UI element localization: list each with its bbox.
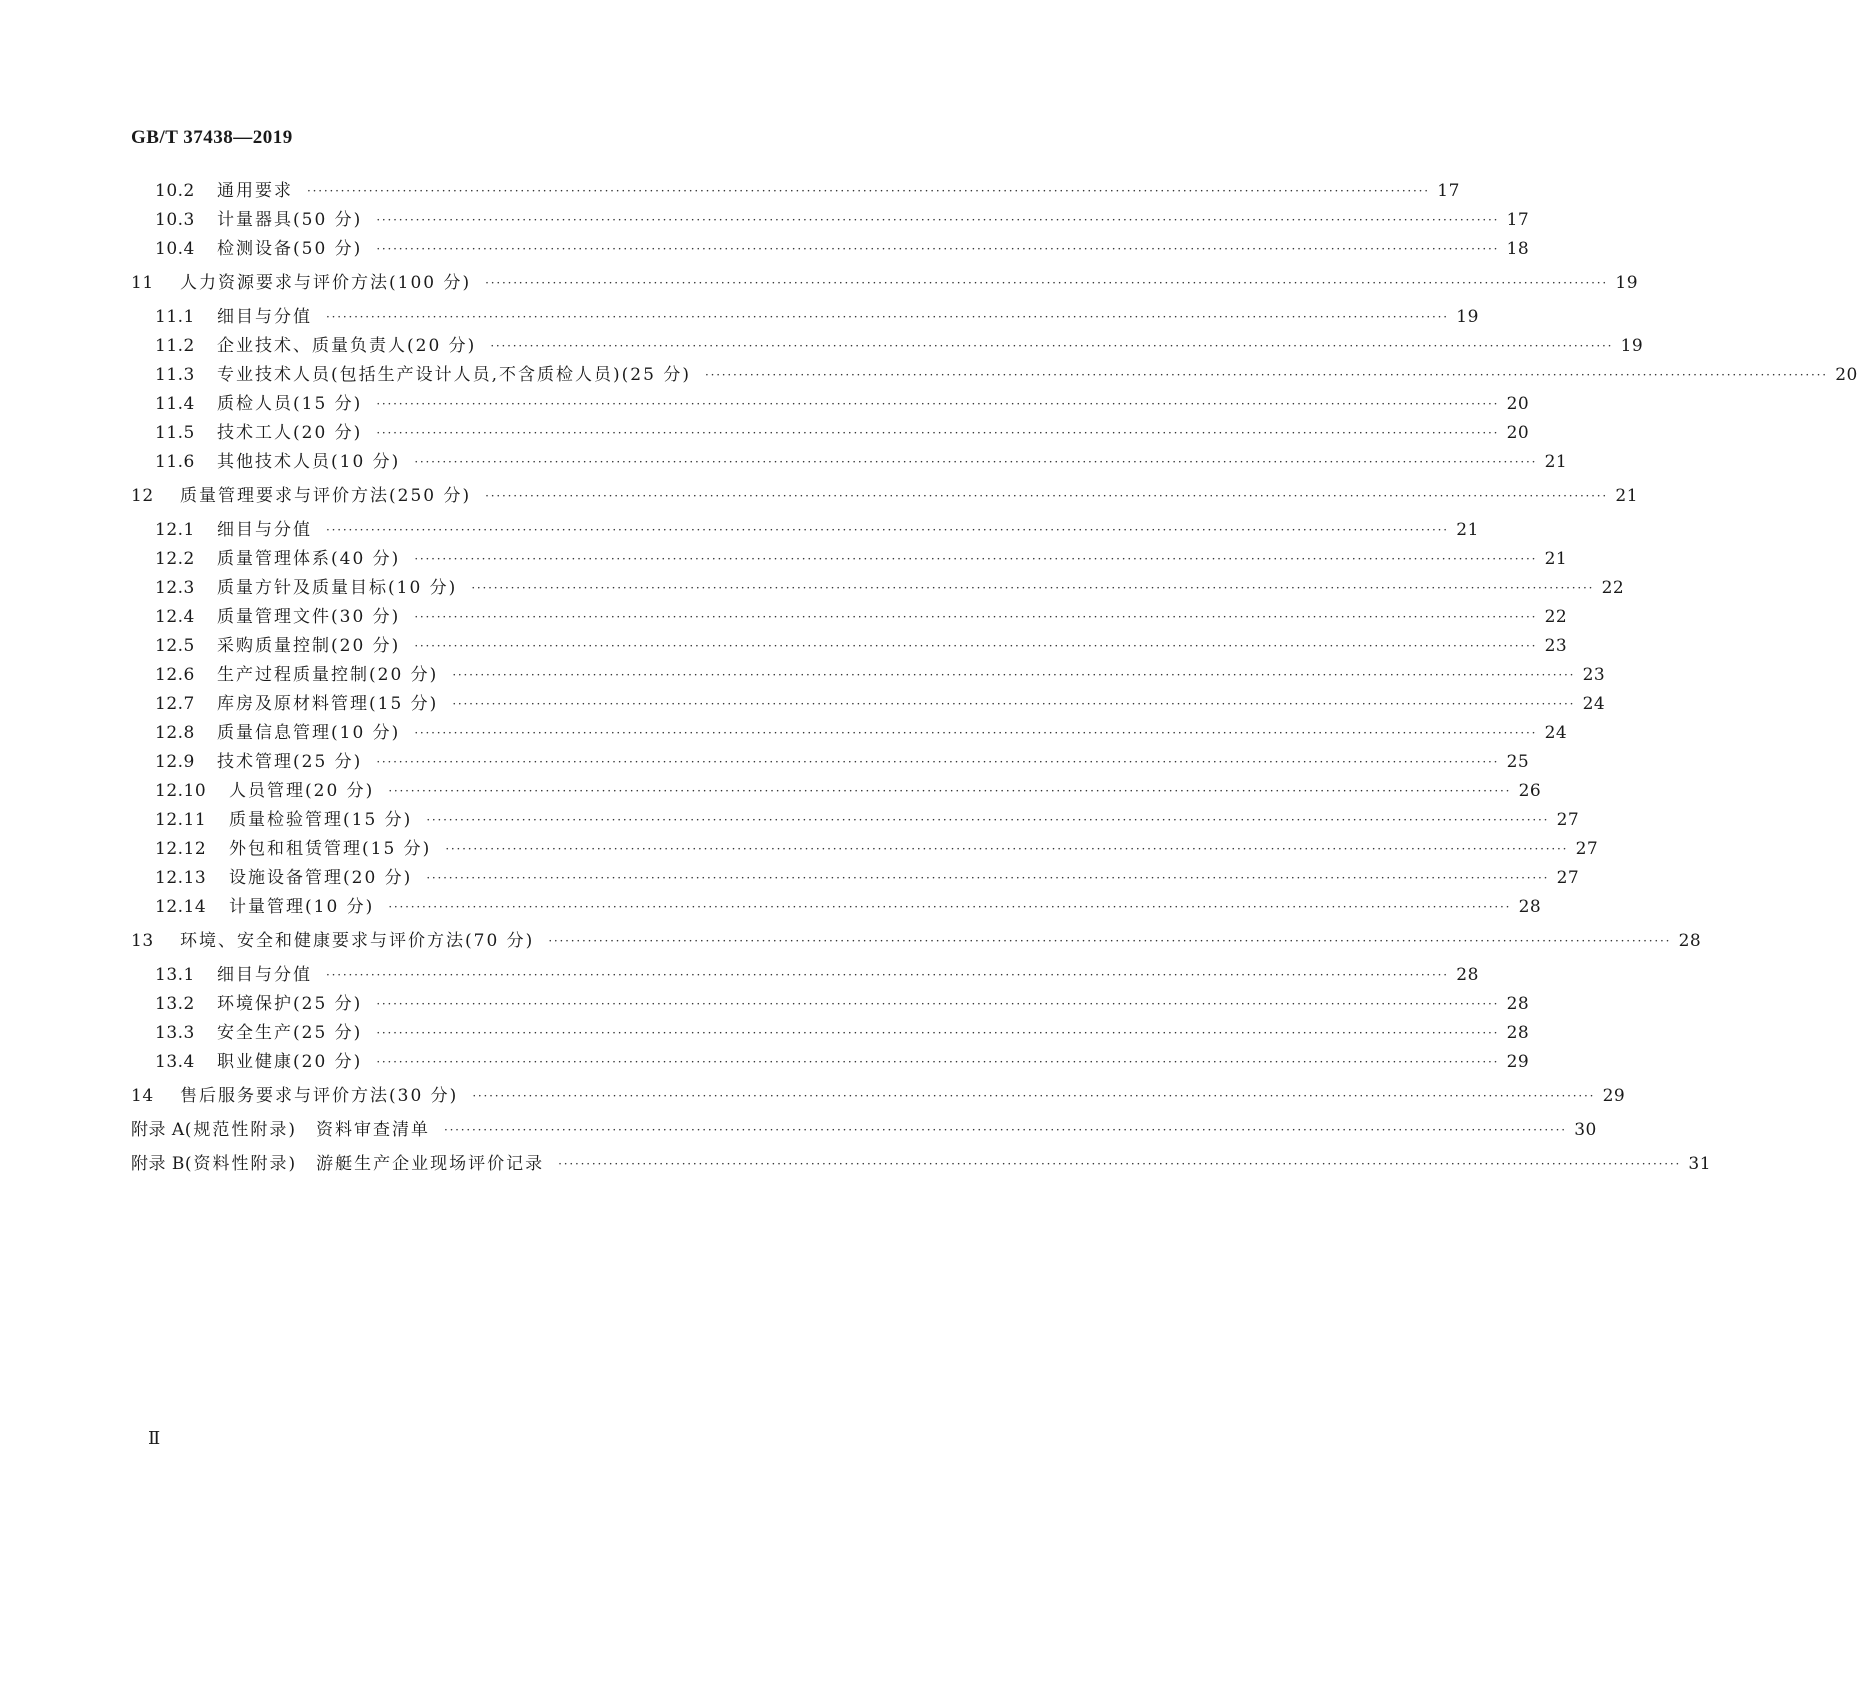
toc-entry-title: 通用要求 <box>217 181 293 201</box>
toc-entry-title: 技术工人(20 分) <box>217 423 363 443</box>
toc-entry-page: 29 <box>1506 1052 1530 1072</box>
toc-entry-page: 21 <box>1615 486 1639 506</box>
toc-entry-page: 22 <box>1544 607 1568 627</box>
toc-entry-11-2[interactable] <box>131 333 1644 359</box>
dot-leader: ········································································································································································································ <box>376 213 1500 227</box>
dot-leader: ········································································································································································································ <box>326 523 1449 537</box>
toc-entry-number: 12.3 <box>155 578 195 598</box>
toc-entry-number: 13.1 <box>155 965 195 985</box>
dot-leader: ········································································································································································································ <box>414 552 1538 566</box>
toc-entry-title: 人员管理(20 分) <box>229 781 375 801</box>
toc-entry-page: 27 <box>1556 810 1580 830</box>
toc-entry-10-4[interactable] <box>131 236 1530 262</box>
toc-entry-number: 12.6 <box>155 665 195 685</box>
toc-entry-number: 附录 A <box>131 1120 185 1140</box>
toc-entry-page: 18 <box>1506 239 1530 259</box>
toc-entry-page: 19 <box>1620 336 1644 356</box>
toc-entry-page: 21 <box>1544 549 1568 569</box>
toc-entry-number: 附录 B <box>131 1154 185 1174</box>
toc-entry-page: 24 <box>1582 694 1606 714</box>
dot-leader: ········································································································································································································ <box>376 997 1500 1011</box>
toc-entry-title: 质检人员(15 分) <box>217 394 363 414</box>
toc-entry-title: 计量管理(10 分) <box>229 897 375 917</box>
dot-leader: ········································································································································································································ <box>704 368 1828 382</box>
toc-entry-page: 19 <box>1456 307 1479 327</box>
toc-entry-page: 31 <box>1688 1154 1712 1174</box>
toc-entry-title: (规范性附录) 资料审查清单 <box>184 1120 430 1140</box>
toc-entry-title: 检测设备(50 分) <box>217 239 363 259</box>
dot-leader: ········································································································································································································ <box>414 455 1538 469</box>
toc-entry-title: 质量管理文件(30 分) <box>217 607 401 627</box>
toc-entry-number: 13.2 <box>155 994 195 1014</box>
toc-entry-number: 12.1 <box>155 520 195 540</box>
toc-entry-page: 27 <box>1556 868 1580 888</box>
toc-entry-12-11[interactable] <box>131 807 1580 833</box>
toc-entry-annex-b[interactable] <box>131 1151 1712 1177</box>
dot-leader: ········································································································································································································ <box>414 610 1538 624</box>
toc-entry-title: 质量信息管理(10 分) <box>217 723 401 743</box>
toc-entry-page: 23 <box>1582 665 1606 685</box>
dot-leader: ········································································································································································································ <box>490 339 1614 353</box>
toc-entry-number: 11.5 <box>155 423 195 443</box>
dot-leader: ········································································································································································································ <box>426 871 1550 885</box>
toc-entry-number: 10.2 <box>155 181 195 201</box>
toc-entry-number: 13.3 <box>155 1023 195 1043</box>
toc-entry-11-3[interactable] <box>131 362 1858 388</box>
dot-leader: ········································································································································································································ <box>326 968 1449 982</box>
dot-leader: ········································································································································································································ <box>376 426 1500 440</box>
toc-entry-page: 27 <box>1575 839 1599 859</box>
dot-leader: ········································································································································································································ <box>388 784 1512 798</box>
toc-entry-number: 12.13 <box>155 868 207 888</box>
toc-entry-11-1[interactable] <box>131 304 1479 330</box>
toc-entry-page: 28 <box>1506 1023 1530 1043</box>
toc-entry-number: 12.10 <box>155 781 207 801</box>
toc-entry-11-6[interactable] <box>131 449 1568 475</box>
page-number: Ⅱ <box>148 1428 161 1448</box>
toc-entry-page: 30 <box>1574 1120 1597 1140</box>
dot-leader: ········································································································································································································ <box>452 697 1576 711</box>
toc-entry-title: 人力资源要求与评价方法(100 分) <box>180 273 472 293</box>
toc-entry-13-4[interactable] <box>131 1049 1530 1075</box>
toc-entry-number: 13 <box>131 931 154 951</box>
toc-entry-number: 12.4 <box>155 607 195 627</box>
dot-leader: ········································································································································································································ <box>376 242 1500 256</box>
toc-entry-title: 设施设备管理(20 分) <box>229 868 413 888</box>
toc-entry-number: 11.1 <box>155 307 195 327</box>
toc-entry-title: 库房及原材料管理(15 分) <box>217 694 439 714</box>
toc-entry-number: 12.12 <box>155 839 207 859</box>
toc-entry-12-4[interactable] <box>131 604 1568 630</box>
toc-entry-title: 细目与分值 <box>217 965 312 985</box>
toc-entry-10-2[interactable] <box>131 178 1460 204</box>
dot-leader: ········································································································································································································ <box>443 1123 1567 1137</box>
dot-leader: ········································································································································································································ <box>376 1055 1500 1069</box>
toc-entry-title: 环境保护(25 分) <box>217 994 363 1014</box>
toc-entry-12-14[interactable] <box>131 894 1542 920</box>
toc-entry-page: 25 <box>1506 752 1530 772</box>
toc-entry-page: 20 <box>1506 394 1530 414</box>
toc-entry-title: 计量器具(50 分) <box>217 210 363 230</box>
toc-entry-page: 28 <box>1518 897 1542 917</box>
toc-entry-annex-a[interactable] <box>131 1117 1597 1143</box>
dot-leader: ········································································································································································································ <box>388 900 1512 914</box>
dot-leader: ········································································································································································································ <box>307 184 1430 198</box>
toc-entry-page: 26 <box>1518 781 1542 801</box>
toc-entry-number: 12 <box>131 486 154 506</box>
dot-leader: ········································································································································································································ <box>376 397 1500 411</box>
toc-entry-number: 12.2 <box>155 549 195 569</box>
toc-entry-title: (资料性附录) 游艇生产企业现场评价记录 <box>184 1154 545 1174</box>
toc-entry-10-3[interactable] <box>131 207 1530 233</box>
toc-entry-number: 14 <box>131 1086 154 1106</box>
toc-entry-title: 外包和租赁管理(15 分) <box>229 839 432 859</box>
toc-entry-number: 11.2 <box>155 336 195 356</box>
dot-leader: ········································································································································································································ <box>472 1089 1596 1103</box>
toc-entry-11[interactable] <box>131 270 1639 296</box>
toc-entry-title: 生产过程质量控制(20 分) <box>217 665 439 685</box>
toc-entry-12-8[interactable] <box>131 720 1568 746</box>
toc-entry-page: 28 <box>1506 994 1530 1014</box>
toc-entry-page: 28 <box>1456 965 1479 985</box>
toc-entry-number: 12.5 <box>155 636 195 656</box>
dot-leader: ········································································································································································································ <box>326 310 1449 324</box>
dot-leader: ········································································································································································································ <box>376 755 1500 769</box>
toc-entry-title: 专业技术人员(包括生产设计人员,不含质检人员)(25 分) <box>217 365 691 385</box>
toc-entry-page: 29 <box>1602 1086 1626 1106</box>
dot-leader: ········································································································································································································ <box>548 934 1672 948</box>
toc-entry-title: 采购质量控制(20 分) <box>217 636 401 656</box>
toc-entry-number: 10.3 <box>155 210 195 230</box>
dot-leader: ········································································································································································································ <box>485 489 1609 503</box>
dot-leader: ········································································································································································································ <box>414 726 1538 740</box>
toc-entry-number: 12.11 <box>155 810 207 830</box>
toc-entry-title: 质量检验管理(15 分) <box>229 810 413 830</box>
toc-entry-12[interactable] <box>131 483 1639 509</box>
toc-entry-number: 11 <box>131 273 154 293</box>
toc-entry-13-2[interactable] <box>131 991 1530 1017</box>
toc-entry-title: 安全生产(25 分) <box>217 1023 363 1043</box>
toc-entry-11-4[interactable] <box>131 391 1530 417</box>
toc-entry-page: 23 <box>1544 636 1568 656</box>
toc-entry-number: 12.8 <box>155 723 195 743</box>
toc-entry-title: 其他技术人员(10 分) <box>217 452 401 472</box>
dot-leader: ········································································································································································································ <box>445 842 1569 856</box>
toc-entry-number: 11.6 <box>155 452 195 472</box>
toc-entry-13-1[interactable] <box>131 962 1479 988</box>
toc-entry-page: 17 <box>1437 181 1460 201</box>
toc-entry-12-7[interactable] <box>131 691 1606 717</box>
toc-entry-13[interactable] <box>131 928 1702 954</box>
toc-entry-title: 质量管理要求与评价方法(250 分) <box>180 486 472 506</box>
toc-entry-title: 售后服务要求与评价方法(30 分) <box>180 1086 459 1106</box>
dot-leader: ········································································································································································································ <box>452 668 1576 682</box>
toc-entry-12-3[interactable] <box>131 575 1625 601</box>
toc-entry-title: 质量方针及质量目标(10 分) <box>217 578 458 598</box>
toc-entry-12-13[interactable] <box>131 865 1580 891</box>
toc-entry-title: 细目与分值 <box>217 520 312 540</box>
toc-entry-page: 19 <box>1615 273 1639 293</box>
toc-entry-title: 细目与分值 <box>217 307 312 327</box>
toc-entry-number: 11.4 <box>155 394 195 414</box>
dot-leader: ········································································································································································································ <box>558 1157 1682 1171</box>
toc-entry-title: 职业健康(20 分) <box>217 1052 363 1072</box>
toc-entry-number: 11.3 <box>155 365 195 385</box>
toc-entry-number: 10.4 <box>155 239 195 259</box>
toc-entry-12-5[interactable] <box>131 633 1568 659</box>
toc-entry-number: 12.9 <box>155 752 195 772</box>
dot-leader: ········································································································································································································ <box>426 813 1550 827</box>
toc-entry-12-1[interactable] <box>131 517 1479 543</box>
toc-entry-title: 技术管理(25 分) <box>217 752 363 772</box>
toc-entry-12-12[interactable] <box>131 836 1599 862</box>
toc-entry-13-3[interactable] <box>131 1020 1530 1046</box>
toc-entry-page: 28 <box>1678 931 1702 951</box>
toc-entry-title: 质量管理体系(40 分) <box>217 549 401 569</box>
toc-entry-page: 17 <box>1506 210 1530 230</box>
toc-entry-page: 21 <box>1456 520 1479 540</box>
toc-entry-12-10[interactable] <box>131 778 1542 804</box>
toc-entry-number: 13.4 <box>155 1052 195 1072</box>
toc-entry-title: 企业技术、质量负责人(20 分) <box>217 336 477 356</box>
toc-entry-page: 20 <box>1835 365 1858 385</box>
standard-code: GB/T 37438—2019 <box>131 127 293 148</box>
toc-entry-12-2[interactable] <box>131 546 1568 572</box>
toc-entry-12-6[interactable] <box>131 662 1606 688</box>
toc-entry-14[interactable] <box>131 1083 1626 1109</box>
dot-leader: ········································································································································································································ <box>471 581 1595 595</box>
toc-entry-11-5[interactable] <box>131 420 1530 446</box>
dot-leader: ········································································································································································································ <box>376 1026 1500 1040</box>
toc-entry-number: 12.7 <box>155 694 195 714</box>
toc-entry-page: 20 <box>1506 423 1530 443</box>
toc-entry-number: 12.14 <box>155 897 207 917</box>
dot-leader: ········································································································································································································ <box>485 276 1609 290</box>
toc-entry-12-9[interactable] <box>131 749 1530 775</box>
toc-entry-page: 21 <box>1544 452 1568 472</box>
toc-entry-title: 环境、安全和健康要求与评价方法(70 分) <box>180 931 535 951</box>
toc-entry-page: 22 <box>1601 578 1625 598</box>
dot-leader: ········································································································································································································ <box>414 639 1538 653</box>
toc-entry-page: 24 <box>1544 723 1568 743</box>
